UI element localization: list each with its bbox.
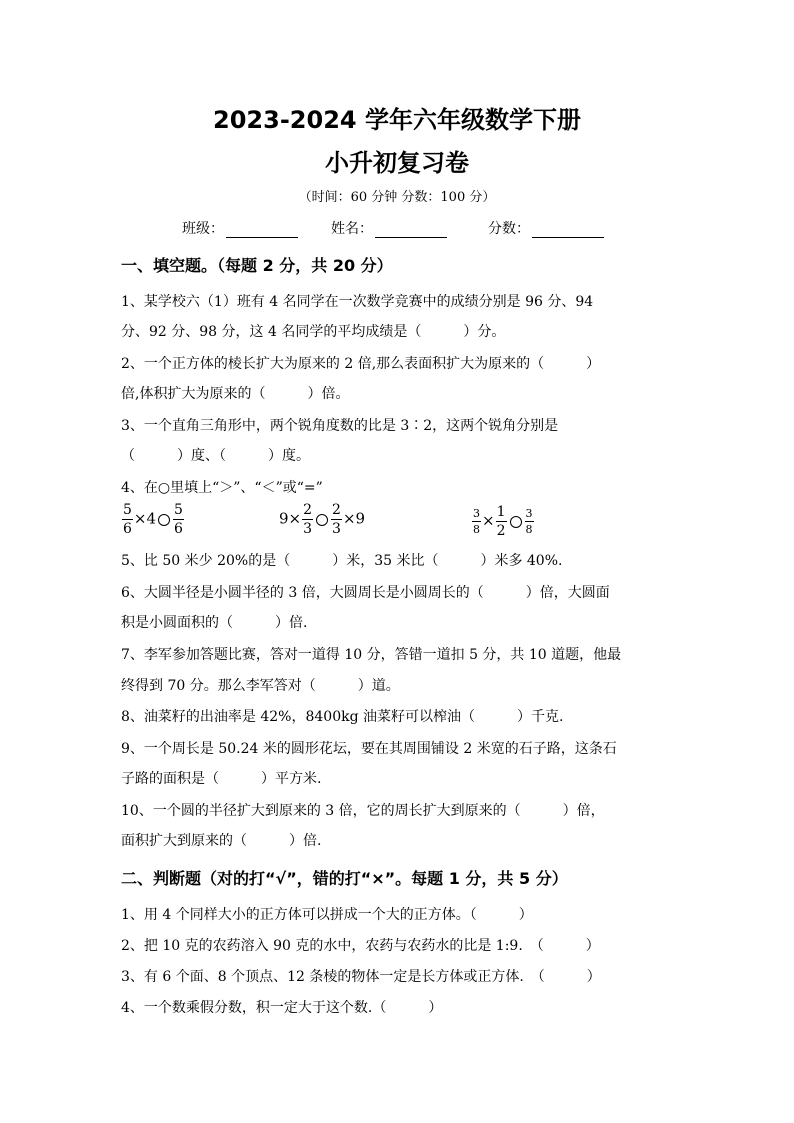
question-line: 倍,体积扩大为原来的（ ）倍。	[121, 386, 350, 402]
question-line: 2、一个正方体的棱长扩大为原来的 2 倍,那么表面积扩大为原来的（ ）	[121, 356, 601, 372]
numerator: 2	[303, 502, 313, 518]
question-line: 8、油菜籽的出油率是 42%，8400kg 油菜籽可以榨油（ ）千克.	[121, 709, 564, 725]
question-line: 积是小圆面积的（ ）倍.	[121, 615, 308, 631]
exam-meta: （时间：60 分钟 分数：100 分）	[298, 190, 496, 205]
section-fill-blank-heading: 一、填空题。（每题 2 分，共 20 分）	[121, 256, 393, 275]
operator-text: ×9	[342, 509, 366, 528]
question-line: （ ）度、（ ）度。	[121, 448, 310, 464]
score-blank[interactable]	[532, 223, 604, 238]
compare-expression-2	[279, 503, 365, 536]
fraction	[302, 503, 313, 536]
operator-text: ×4	[133, 509, 157, 528]
score-field	[488, 218, 604, 238]
question-line: 5、比 50 米少 20%的是（ ）米，35 米比（ ）米多 40%.	[121, 553, 563, 569]
fraction	[472, 508, 481, 535]
compare-circle[interactable]	[316, 514, 328, 526]
operator-text: 9×	[279, 509, 302, 528]
question-line: 终得到 70 分。那么李军答对（ ）道。	[121, 678, 400, 694]
numerator: 5	[123, 502, 132, 518]
question-line: 3、一个直角三角形中，两个锐角度数的比是 3∶2，这两个锐角分别是	[121, 418, 559, 434]
denominator: 8	[525, 523, 533, 536]
numerator: 2	[332, 502, 341, 518]
denominator: 3	[303, 521, 313, 537]
compare-circle[interactable]	[510, 516, 522, 528]
class-field	[182, 218, 298, 238]
question-line: 7、李军参加答题比赛，答对一道得 10 分，答错一道扣 5 分，共 10 道题，他最	[121, 647, 622, 663]
compare-expression-3	[471, 505, 535, 538]
section-true-false-heading: 二、判断题（对的打“√”，错的打“×”。每题 1 分，共 5 分）	[121, 869, 568, 888]
numerator: 3	[473, 507, 480, 520]
class-label: 班级：	[182, 221, 224, 237]
fraction	[496, 505, 507, 538]
operator-text: ×	[482, 511, 495, 530]
question-line: 10、一个圆的半径扩大到原来的 3 倍，它的周长扩大到原来的（ ）倍，	[121, 803, 605, 819]
numerator: 1	[496, 504, 506, 520]
question-line: 1、用 4 个同样大小的正方体可以拼成一个大的正方体。（ ）	[121, 907, 533, 923]
denominator: 6	[174, 521, 183, 537]
numerator: 5	[174, 502, 183, 518]
denominator: 2	[496, 523, 506, 539]
fraction	[525, 508, 534, 535]
question-line: 4、在○里填上“＞”、“＜”或“=”	[121, 480, 323, 496]
question-line: 2、把 10 克的农药溶入 90 克的水中，农药与农药水的比是 1:9. （ ）	[121, 938, 600, 954]
name-label: 姓名：	[331, 221, 373, 237]
exam-subtitle: 小升初复习卷	[325, 149, 469, 177]
numerator: 3	[525, 507, 533, 520]
question-line: 4、一个数乘假分数，积一定大于这个数.（ ）	[121, 1000, 443, 1016]
score-label: 分数：	[488, 221, 530, 237]
fraction	[173, 503, 184, 536]
denominator: 8	[473, 523, 480, 536]
compare-circle[interactable]	[158, 514, 170, 526]
fraction	[122, 503, 133, 536]
question-line: 子路的面积是（ ）平方米.	[121, 771, 322, 787]
question-line: 面积扩大到原来的（ ）倍.	[121, 833, 322, 849]
exam-title: 2023-2024 学年六年级数学下册	[213, 106, 581, 134]
class-blank[interactable]	[226, 223, 298, 238]
question-line: 9、一个周长是 50.24 米的圆形花坛，要在其周围铺设 2 米宽的石子路，这条石	[121, 741, 617, 757]
question-line: 6、大圆半径是小圆半径的 3 倍，大圆周长是小圆周长的（ ）倍，大圆面	[121, 585, 610, 601]
fraction	[331, 503, 342, 536]
question-line: 分、92 分、98 分，这 4 名同学的平均成绩是（ ）分。	[121, 324, 506, 340]
denominator: 6	[123, 521, 132, 537]
compare-expression-1	[121, 503, 185, 536]
name-field	[331, 218, 447, 238]
denominator: 3	[332, 521, 341, 537]
question-line: 3、有 6 个面、8 个顶点、12 条棱的物体一定是长方体或正方体. （ ）	[121, 969, 601, 985]
question-line: 1、某学校六（1）班有 4 名同学在一次数学竞赛中的成绩分别是 96 分、94	[121, 294, 594, 310]
name-blank[interactable]	[375, 223, 447, 238]
